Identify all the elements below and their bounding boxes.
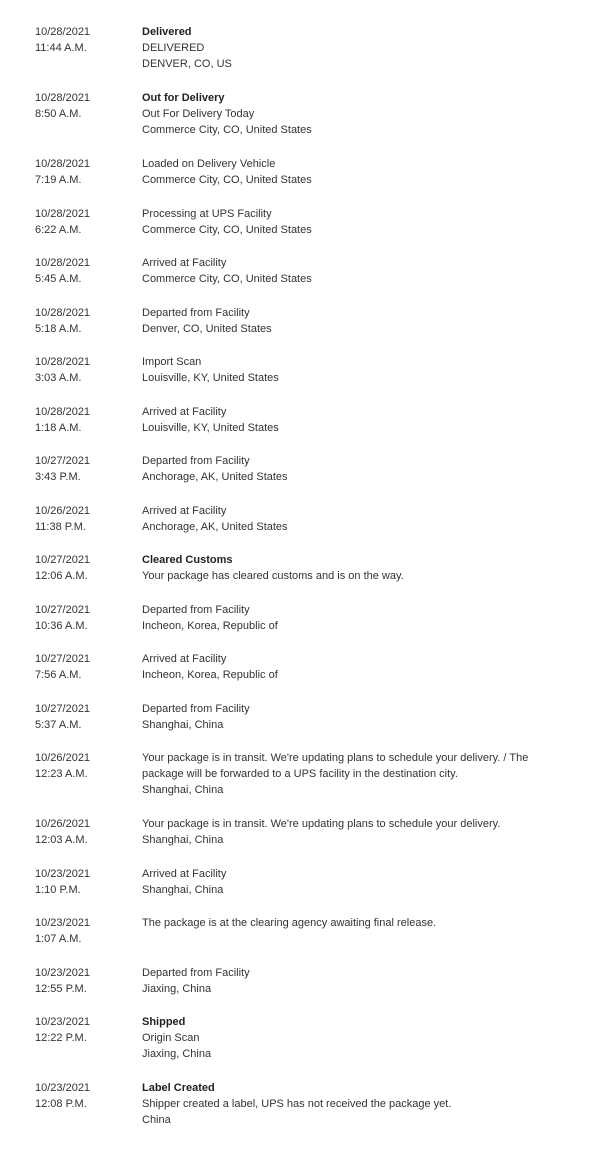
- event-description: [142, 750, 542, 798]
- event-description: [142, 206, 542, 238]
- tracking-event: [0, 816, 589, 866]
- event-description: [142, 651, 542, 683]
- event-detail: Commerce City, CO, United States: [142, 174, 312, 186]
- event-datetime: [0, 255, 142, 287]
- event-detail: Louisville, KY, United States: [142, 421, 279, 434]
- event-time: 7:56 A.M.: [35, 669, 82, 681]
- event-datetime: [0, 156, 142, 188]
- event-description: [142, 305, 542, 337]
- event-description: [142, 866, 542, 898]
- event-date: 10/27/2021: [35, 653, 91, 665]
- tracking-event: [0, 552, 589, 602]
- event-description: [142, 453, 542, 485]
- event-datetime: [0, 354, 142, 386]
- event-description: [142, 701, 542, 733]
- event-detail: Louisville, KY, United States: [142, 372, 279, 384]
- event-detail: Out For Delivery Today: [142, 108, 255, 120]
- event-detail: Denver, CO, United States: [142, 322, 272, 335]
- tracking-event: [0, 354, 589, 404]
- event-description: [142, 816, 542, 848]
- event-time: 6:22 A.M.: [35, 223, 82, 236]
- event-datetime: [0, 651, 142, 683]
- event-time: 8:50 A.M.: [35, 108, 82, 120]
- event-detail: DENVER, CO, US: [142, 58, 232, 70]
- event-time: 5:18 A.M.: [35, 322, 82, 335]
- event-time: 12:03 A.M.: [35, 834, 88, 846]
- tracking-event: [0, 305, 589, 355]
- event-time: 5:37 A.M.: [35, 718, 82, 731]
- tracking-event: [0, 453, 589, 503]
- event-date: 10/27/2021: [35, 554, 91, 566]
- event-date: 10/23/2021: [35, 867, 91, 880]
- event-detail: Shanghai, China: [142, 718, 224, 731]
- tracking-event: [0, 651, 589, 701]
- event-time: 3:03 A.M.: [35, 372, 82, 384]
- event-date: 10/28/2021: [35, 92, 91, 104]
- event-detail: Commerce City, CO, United States: [142, 273, 312, 285]
- event-date: 10/28/2021: [35, 158, 91, 170]
- event-status: Departed from Facility: [142, 306, 250, 319]
- event-description: [142, 24, 542, 72]
- event-datetime: [0, 206, 142, 238]
- event-date: 10/28/2021: [35, 306, 91, 319]
- event-detail: Jiaxing, China: [142, 1048, 212, 1060]
- event-detail: Anchorage, AK, United States: [142, 471, 288, 483]
- event-date: 10/28/2021: [35, 207, 91, 220]
- event-time: 12:06 A.M.: [35, 570, 88, 582]
- event-description: [142, 354, 542, 386]
- event-datetime: [0, 90, 142, 122]
- event-description: [142, 404, 542, 436]
- event-time: 7:19 A.M.: [35, 174, 82, 186]
- event-status: Cleared Customs: [142, 554, 233, 566]
- event-description: [142, 552, 542, 584]
- event-time: 1:10 P.M.: [35, 883, 81, 896]
- event-date: 10/26/2021: [35, 818, 91, 830]
- event-detail: Commerce City, CO, United States: [142, 124, 312, 136]
- event-status: Arrived at Facility: [142, 405, 227, 418]
- event-detail: Shipper created a label, UPS has not received the package yet.: [142, 1098, 452, 1110]
- event-detail: DELIVERED: [142, 42, 205, 54]
- tracking-event: [0, 1014, 589, 1080]
- tracking-event: [0, 206, 589, 256]
- event-status: Departed from Facility: [142, 702, 250, 715]
- event-time: 11:44 A.M.: [35, 42, 87, 54]
- event-description: [142, 255, 542, 287]
- event-detail: Incheon, Korea, Republic of: [142, 619, 278, 632]
- event-time: 11:38 P.M.: [35, 520, 86, 533]
- tracking-event: [0, 965, 589, 1015]
- event-date: 10/26/2021: [35, 504, 91, 517]
- event-status: Import Scan: [142, 356, 202, 368]
- event-detail: Shanghai, China: [142, 883, 224, 896]
- event-detail: Shanghai, China: [142, 834, 224, 846]
- event-detail: China: [142, 1114, 171, 1126]
- event-date: 10/27/2021: [35, 702, 91, 715]
- event-status: Departed from Facility: [142, 966, 250, 979]
- tracking-event: [0, 750, 589, 816]
- event-status: The package is at the clearing agency awaiting final release.: [142, 917, 437, 929]
- tracking-event: [0, 404, 589, 454]
- tracking-event: [0, 24, 589, 90]
- event-description: [142, 1014, 542, 1062]
- event-status: Delivered: [142, 26, 192, 38]
- event-date: 10/27/2021: [35, 455, 91, 467]
- event-time: 10:36 A.M.: [35, 619, 88, 632]
- event-datetime: [0, 701, 142, 733]
- event-status: Out for Delivery: [142, 92, 225, 104]
- event-detail: Commerce City, CO, United States: [142, 223, 312, 236]
- event-time: 1:18 A.M.: [35, 421, 82, 434]
- event-date: 10/23/2021: [35, 966, 91, 979]
- event-time: 12:22 P.M.: [35, 1032, 87, 1044]
- tracking-event: [0, 1080, 589, 1146]
- event-date: 10/27/2021: [35, 603, 91, 616]
- tracking-event: [0, 701, 589, 751]
- tracking-history: [0, 24, 589, 1146]
- event-date: 10/28/2021: [35, 26, 91, 38]
- event-status: Your package is in transit. We're updating plans to schedule your delivery. / The package will be forwarded to a UPS facility in the destination city.: [142, 752, 529, 780]
- event-description: [142, 1080, 542, 1128]
- event-datetime: [0, 915, 142, 947]
- event-datetime: [0, 866, 142, 898]
- event-date: 10/28/2021: [35, 405, 91, 418]
- event-status: Processing at UPS Facility: [142, 207, 272, 220]
- event-status: Arrived at Facility: [142, 653, 227, 665]
- event-date: 10/28/2021: [35, 356, 91, 368]
- event-detail: Your package has cleared customs and is on the way.: [142, 570, 404, 582]
- tracking-event: [0, 602, 589, 652]
- event-date: 10/26/2021: [35, 752, 91, 764]
- event-detail: Shanghai, China: [142, 784, 224, 796]
- event-status: Departed from Facility: [142, 603, 250, 616]
- event-date: 10/23/2021: [35, 1082, 91, 1094]
- event-detail: Incheon, Korea, Republic of: [142, 669, 278, 681]
- event-description: [142, 965, 542, 997]
- tracking-event: [0, 90, 589, 156]
- event-status: Arrived at Facility: [142, 504, 227, 517]
- event-datetime: [0, 1014, 142, 1046]
- tracking-event: [0, 156, 589, 206]
- event-description: [142, 90, 542, 138]
- event-time: 1:07 A.M.: [35, 933, 82, 945]
- event-status: Departed from Facility: [142, 455, 250, 467]
- event-time: 5:45 A.M.: [35, 273, 82, 285]
- event-datetime: [0, 24, 142, 56]
- tracking-event: [0, 866, 589, 916]
- event-time: 12:23 A.M.: [35, 768, 88, 780]
- event-datetime: [0, 816, 142, 848]
- event-detail: Anchorage, AK, United States: [142, 520, 288, 533]
- event-datetime: [0, 453, 142, 485]
- tracking-event: [0, 255, 589, 305]
- event-date: 10/28/2021: [35, 257, 91, 269]
- tracking-event: [0, 915, 589, 965]
- event-datetime: [0, 602, 142, 634]
- event-status: Your package is in transit. We're updating plans to schedule your delivery.: [142, 818, 501, 830]
- event-description: [142, 503, 542, 535]
- event-status: Shipped: [142, 1016, 186, 1028]
- event-description: [142, 602, 542, 634]
- event-description: [142, 915, 542, 931]
- event-time: 12:08 P.M.: [35, 1098, 87, 1110]
- event-description: [142, 156, 542, 188]
- event-date: 10/23/2021: [35, 1016, 91, 1028]
- event-datetime: [0, 503, 142, 535]
- event-status: Arrived at Facility: [142, 867, 227, 880]
- tracking-event: [0, 503, 589, 553]
- event-status: Arrived at Facility: [142, 257, 227, 269]
- event-datetime: [0, 552, 142, 584]
- event-date: 10/23/2021: [35, 917, 91, 929]
- event-datetime: [0, 1080, 142, 1112]
- event-detail: Jiaxing, China: [142, 982, 212, 995]
- event-datetime: [0, 965, 142, 997]
- event-datetime: [0, 750, 142, 782]
- event-datetime: [0, 305, 142, 337]
- event-detail: Origin Scan: [142, 1032, 200, 1044]
- event-status: Loaded on Delivery Vehicle: [142, 158, 276, 170]
- event-datetime: [0, 404, 142, 436]
- event-status: Label Created: [142, 1082, 215, 1094]
- event-time: 3:43 P.M.: [35, 471, 81, 483]
- event-time: 12:55 P.M.: [35, 982, 87, 995]
